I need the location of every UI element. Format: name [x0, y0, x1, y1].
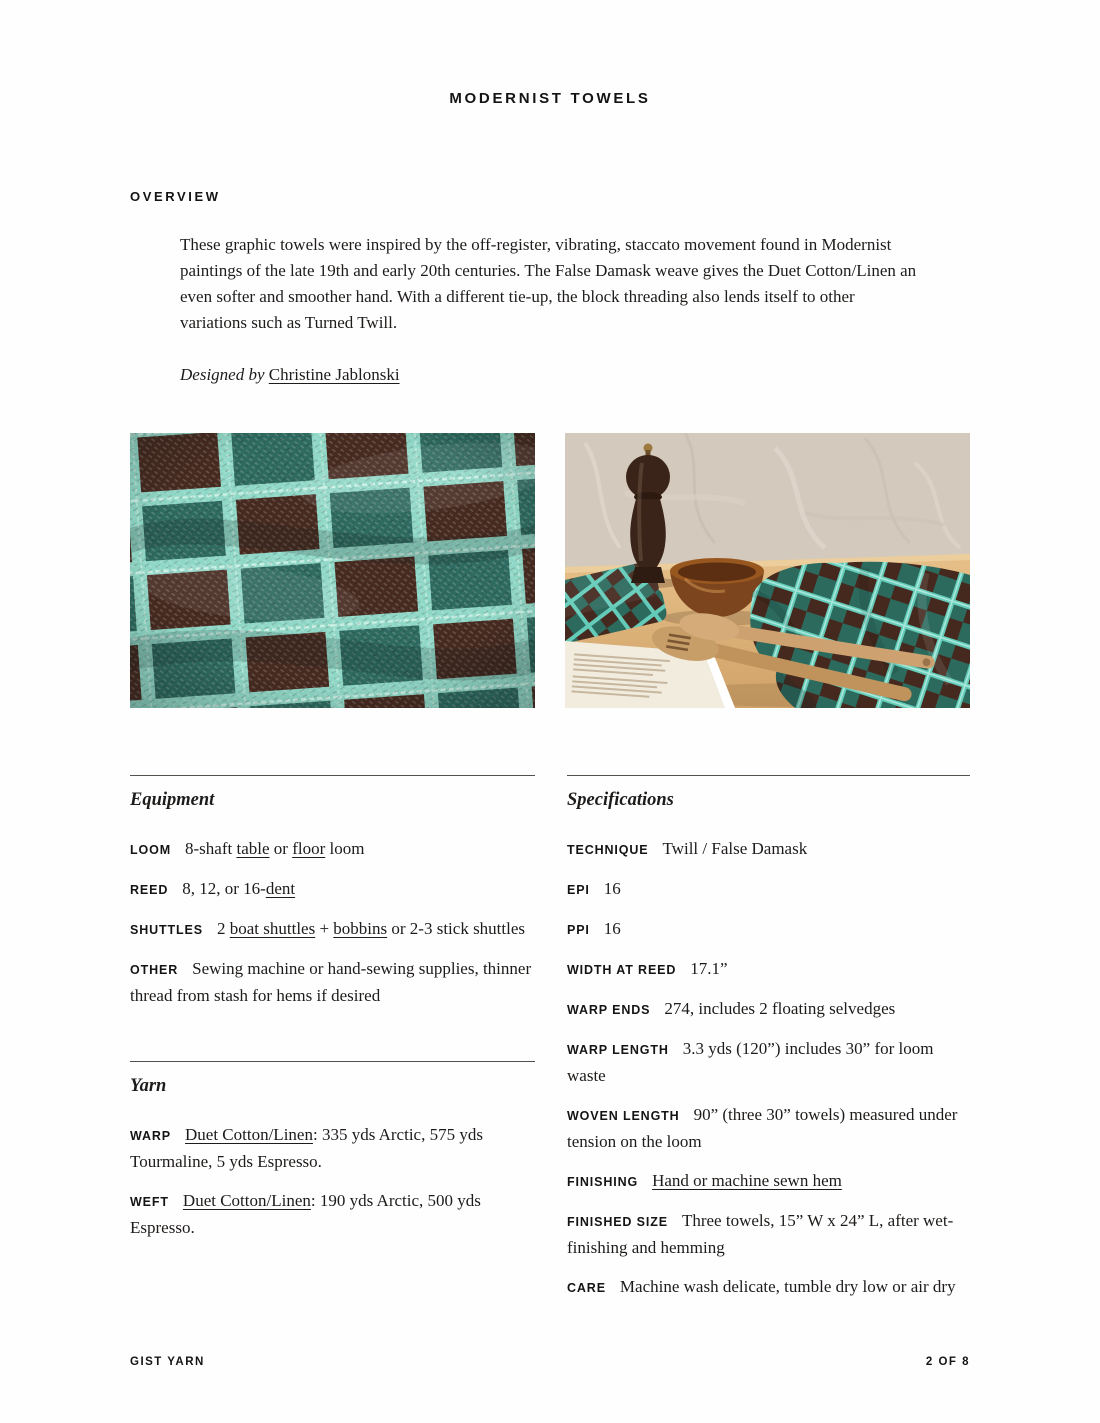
specifications-section	[567, 775, 970, 1301]
spec-value-text: 8-shaft	[185, 839, 237, 858]
spec-label: OTHER	[130, 963, 179, 977]
spec-label: CARE	[567, 1281, 606, 1295]
spec-value-text: or	[269, 839, 293, 858]
spec-row-ppi	[567, 916, 970, 943]
spec-value-text: Sewing machine or hand-sewing supplies, thinner thread from stash for hems if desired	[130, 959, 532, 1005]
footer-brand: GIST YARN	[130, 1356, 205, 1368]
equipment-section	[130, 775, 535, 1009]
designed-by-line	[180, 362, 970, 388]
spec-label: WARP LENGTH	[567, 1043, 669, 1057]
spec-row-finished-size	[567, 1208, 970, 1261]
inline-link[interactable]: table	[236, 839, 270, 858]
yarn-section	[130, 1061, 535, 1241]
page-title: MODERNIST TOWELS	[449, 90, 651, 107]
inline-link[interactable]: floor	[292, 839, 326, 858]
yarn-rows	[130, 1122, 535, 1241]
yarn-heading: Yarn	[130, 1076, 167, 1096]
overview-heading: OVERVIEW	[130, 189, 221, 204]
spec-label: TECHNIQUE	[567, 843, 649, 857]
equipment-rows	[130, 836, 535, 1009]
spec-value-text: loom	[325, 839, 365, 858]
towel-closeup-photo	[130, 433, 535, 708]
spec-row-width-at-reed	[567, 956, 970, 983]
spec-label: WARP	[130, 1129, 171, 1143]
spec-row-warp-length	[567, 1036, 970, 1089]
spec-row-care	[567, 1274, 970, 1301]
spec-label: REED	[130, 883, 169, 897]
spec-label: WARP ENDS	[567, 1003, 651, 1017]
spec-value-text: 274, includes 2 floating selvedges	[664, 999, 896, 1018]
spec-row-loom	[130, 836, 535, 863]
spec-value-text: 17.1”	[690, 959, 728, 978]
spec-row-weft	[130, 1188, 535, 1241]
spec-value-text: 90” (three 30” towels) measured under tension on the loom	[567, 1105, 958, 1151]
equipment-heading: Equipment	[130, 790, 215, 810]
spec-columns	[130, 775, 970, 1301]
specifications-heading: Specifications	[567, 790, 674, 810]
spec-value-text: 16	[603, 919, 621, 938]
page-footer	[130, 1356, 970, 1368]
spec-label: WOVEN LENGTH	[567, 1109, 680, 1123]
spec-value-text: Twill / False Damask	[662, 839, 808, 858]
spec-label: WIDTH AT REED	[567, 963, 677, 977]
spec-row-reed	[130, 876, 535, 903]
spec-value-text: 2	[216, 919, 230, 938]
spec-row-technique	[567, 836, 970, 863]
spec-value-text: 8, 12, or 16-	[182, 879, 266, 898]
spec-label: LOOM	[130, 843, 171, 857]
designed-by-label: Designed by	[180, 365, 269, 384]
spec-row-warp-ends	[567, 996, 970, 1023]
footer-page-number: 2 OF 8	[925, 1356, 970, 1368]
towel-closeup-illustration	[130, 433, 535, 708]
kitchen-scene-illustration	[565, 433, 970, 708]
inline-link[interactable]: Duet Cotton/Linen	[185, 1125, 313, 1144]
spec-value-text: Three towels, 15” W x 24” L, after wet-finishing and hemming	[567, 1211, 954, 1257]
spec-row-other	[130, 956, 535, 1009]
photo-row	[130, 433, 970, 708]
spec-label: SHUTTLES	[130, 923, 203, 937]
spec-label: WEFT	[130, 1195, 169, 1209]
spec-value-text: or 2-3 stick shuttles	[387, 919, 526, 938]
spec-row-finishing	[567, 1168, 970, 1195]
spec-label: FINISHED SIZE	[567, 1215, 668, 1229]
inline-link[interactable]: Hand or machine sewn hem	[652, 1171, 842, 1190]
designer-link[interactable]: Christine Jablonski	[268, 365, 400, 384]
spec-row-epi	[567, 876, 970, 903]
spec-label: FINISHING	[567, 1175, 639, 1189]
inline-link[interactable]: Duet Cotton/Linen	[182, 1191, 311, 1210]
spec-value-text: 3.3 yds (120”) includes 30” for loom waste	[567, 1039, 934, 1085]
plaster-wall	[565, 433, 970, 573]
spec-row-woven-length	[567, 1102, 970, 1155]
spec-row-warp	[130, 1122, 535, 1175]
spec-label: PPI	[567, 923, 590, 937]
styled-kitchen-photo	[565, 433, 970, 708]
spec-value-text: Machine wash delicate, tumble dry low or air dry	[619, 1277, 956, 1296]
spec-row-shuttles	[130, 916, 535, 943]
inline-link[interactable]: dent	[265, 879, 296, 898]
inline-link[interactable]: bobbins	[333, 919, 388, 938]
overview-paragraph: These graphic towels were inspired by the off-register, vibrating, staccato movement found in Modernist paintings of the late 19th and early 20th centuries. The False Damask weave gives the Duet Cotton/Linen an even softer and smoother hand. With a different tie-up, the block threading also lends itself to other variations such as Turned Twill.	[180, 235, 917, 332]
inline-link[interactable]: boat shuttles	[229, 919, 316, 938]
spec-value-text: 16	[603, 879, 621, 898]
specification-rows	[567, 836, 970, 1301]
left-column	[130, 775, 535, 1241]
spec-label: EPI	[567, 883, 590, 897]
spec-value-text: +	[315, 919, 334, 938]
spec-value-text: : 190 yds Arctic, 500 yds Espresso.	[130, 1191, 481, 1237]
spec-value-text: : 335 yds Arctic, 575 yds Tourmaline, 5 yds Espresso.	[130, 1125, 483, 1171]
right-column	[567, 775, 970, 1301]
